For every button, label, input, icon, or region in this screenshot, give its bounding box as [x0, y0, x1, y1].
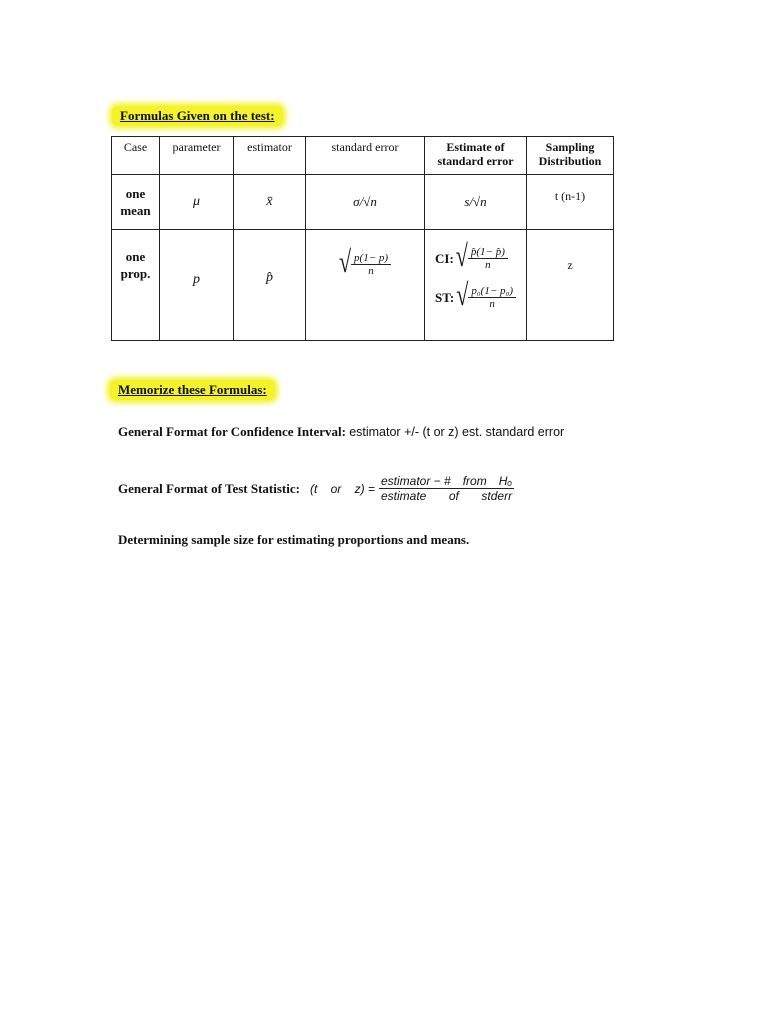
- table-row: [112, 230, 614, 341]
- confidence-interval-line: General Format for Confidence Interval: estimator +/- (t or z) est. standard error: [118, 424, 565, 439]
- estimate-error-cell: s/√n: [425, 175, 527, 230]
- header-estimate-of-standard-error: Estimate of standard error: [425, 137, 527, 175]
- formulas-table: [111, 136, 614, 341]
- parameter-cell: μ: [160, 175, 234, 230]
- header-case: Case: [112, 137, 160, 175]
- distribution-cell: z: [527, 230, 614, 341]
- table-row: [112, 175, 614, 230]
- parameter-cell: p: [160, 230, 234, 341]
- header-estimator: estimator: [234, 137, 306, 175]
- standard-error-cell: σ/√n: [306, 175, 425, 230]
- test-statistic-fraction: estimator − # from Hₒ estimate of stderr: [380, 474, 513, 503]
- sample-size-line: Determining sample size for estimating proportions and means.: [118, 532, 470, 547]
- distribution-cell: t (n-1): [527, 175, 614, 230]
- header-sampling-distribution: Sampling Distribution: [527, 137, 614, 175]
- header-standard-error: standard error: [306, 137, 425, 175]
- header-parameter: parameter: [160, 137, 234, 175]
- estimator-cell: p̂: [234, 230, 306, 341]
- estimator-cell: x̄: [234, 175, 306, 230]
- case-cell: one mean: [112, 175, 160, 230]
- test-statistic-line: General Format of Test Statistic: (t or z) = estimator − # from Hₒ estimate of stderr: [118, 474, 513, 503]
- table-header-row: [112, 137, 614, 175]
- standard-error-cell: √ $\frac{p(1- p)}{n}$: [306, 230, 425, 341]
- case-cell: one prop.: [112, 230, 160, 341]
- estimate-error-cell: CI: √ $\frac{p̂(1- p̂)}{n}$ ST: √ $\frac{\text{p₀(1− p₀)}}{n}$: [425, 230, 527, 341]
- heading-memorize-formulas: Memorize these Formulas:: [110, 380, 275, 400]
- heading-formulas-given: Formulas Given on the test:: [112, 106, 283, 126]
